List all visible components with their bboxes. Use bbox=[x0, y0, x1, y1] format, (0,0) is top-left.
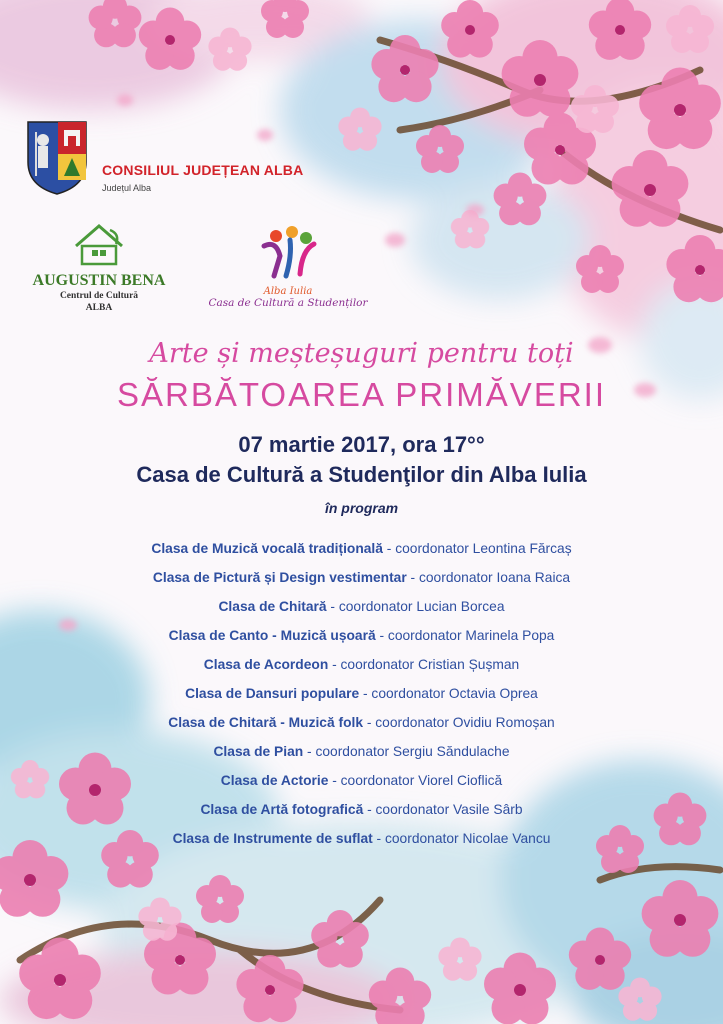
class-name: Clasa de Actorie bbox=[220, 773, 329, 788]
county-coat-of-arms-icon bbox=[24, 118, 90, 196]
council-name: CONSILIUL JUDEȚEAN ALBA bbox=[102, 162, 304, 178]
class-name: Clasa de Dansuri populare bbox=[185, 686, 360, 701]
list-item bbox=[0, 650, 723, 679]
student-house-city: Alba Iulia bbox=[263, 286, 313, 297]
culture-center-line2: ALBA bbox=[85, 303, 113, 313]
culture-center-house-icon bbox=[70, 222, 128, 268]
program-label: în program bbox=[324, 500, 399, 516]
culture-center-name: AUGUSTIN BENA bbox=[32, 272, 166, 289]
student-house-name bbox=[192, 286, 384, 309]
class-name: Clasa de Pian bbox=[213, 744, 304, 759]
class-name: Clasa de Instrumente de suflat bbox=[172, 831, 373, 846]
list-item bbox=[0, 766, 723, 795]
student-house-dancers-icon bbox=[256, 226, 322, 282]
class-coordinator: - coordonator Nicolae Vancu bbox=[372, 831, 551, 846]
class-coordinator: - coordonator Octavia Oprea bbox=[359, 686, 538, 701]
class-name: Clasa de Muzică vocală tradițională bbox=[151, 541, 383, 556]
program-list bbox=[0, 534, 723, 853]
class-name: Clasa de Artă fotografică bbox=[200, 802, 364, 817]
class-coordinator: - coordonator Ovidiu Romoșan bbox=[363, 715, 555, 730]
class-coordinator: - coordonator Vasile Sârb bbox=[363, 802, 523, 817]
student-house-title: Casa de Cultură a Studenților bbox=[208, 297, 368, 309]
event-date: 07 martie 2017, ora 17°° bbox=[238, 432, 485, 457]
event-venue: Casa de Cultură a Studenţilor din Alba Iulia bbox=[136, 462, 587, 487]
list-item bbox=[0, 708, 723, 737]
list-item bbox=[0, 737, 723, 766]
list-item bbox=[0, 679, 723, 708]
list-item bbox=[0, 621, 723, 650]
list-item bbox=[0, 563, 723, 592]
culture-center-line1: Centrul de Cultură bbox=[59, 291, 139, 301]
list-item bbox=[0, 592, 723, 621]
list-item bbox=[0, 824, 723, 853]
class-name: Clasa de Acordeon bbox=[203, 657, 329, 672]
event-title: SĂRBĂTOAREA PRIMĂVERII bbox=[116, 376, 607, 413]
class-name: Clasa de Pictură și Design vestimentar bbox=[152, 570, 407, 585]
subtitle-arts-crafts: Arte și meșteșuguri pentru toți bbox=[149, 338, 574, 369]
list-item bbox=[0, 795, 723, 824]
council-subtitle: Județul Alba bbox=[102, 183, 152, 193]
class-coordinator: - coordonator Cristian Șușman bbox=[328, 657, 520, 672]
class-coordinator: - coordonator Leontina Fărcaș bbox=[382, 541, 572, 556]
class-name: Clasa de Chitară bbox=[218, 599, 327, 614]
class-coordinator: - coordonator Ioana Raica bbox=[406, 570, 571, 585]
class-name: Clasa de Canto - Muzică ușoară bbox=[168, 628, 376, 643]
class-name: Clasa de Chitară - Muzică folk bbox=[168, 715, 364, 730]
class-coordinator: - coordonator Marinela Popa bbox=[375, 628, 555, 643]
list-item bbox=[0, 534, 723, 563]
class-coordinator: - coordonator Sergiu Săndulache bbox=[303, 744, 510, 759]
class-coordinator: - coordonator Lucian Borcea bbox=[326, 599, 505, 614]
class-coordinator: - coordonator Viorel Cioflică bbox=[328, 773, 503, 788]
